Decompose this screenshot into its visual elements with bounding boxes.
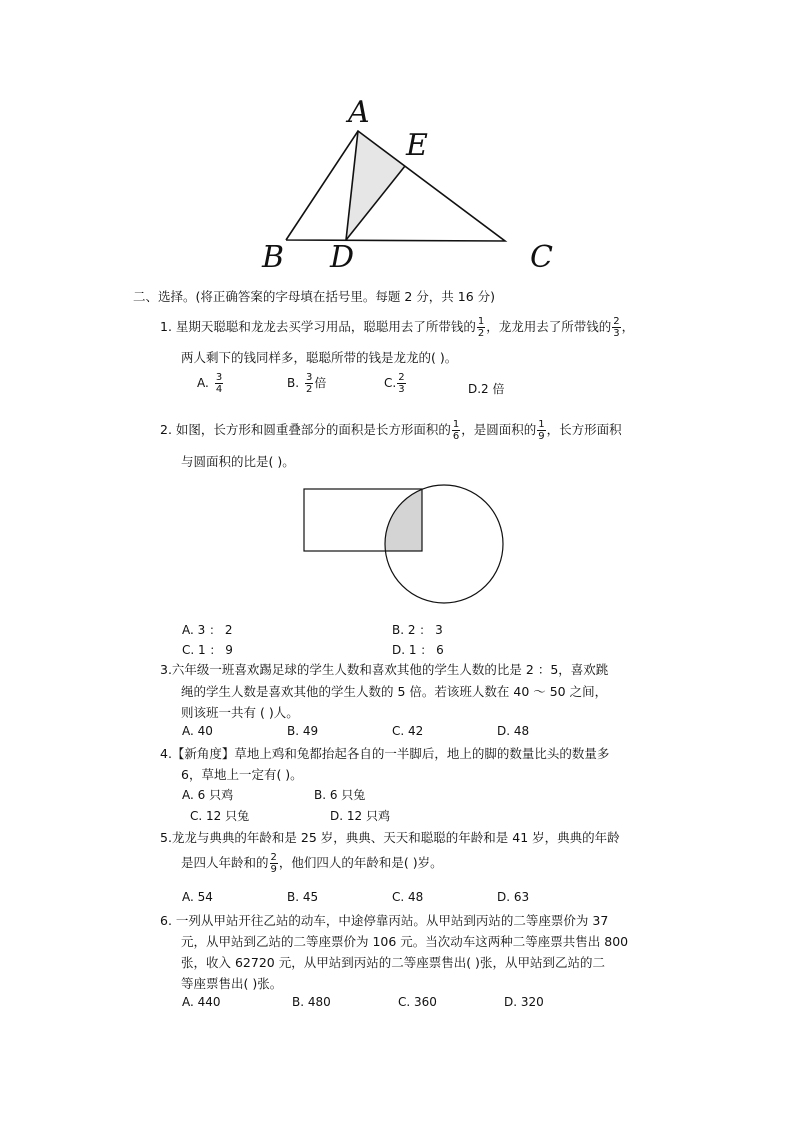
q4-option-a: A. 6 只鸡 — [182, 788, 234, 802]
label-point-d: D — [330, 240, 355, 275]
q1-line2: 两人剩下的钱同样多，聪聪所带的钱是龙龙的( )。 — [181, 350, 458, 365]
q6-line1: 6. 一列从甲站开往乙站的动车，中途停靠丙站。从甲站到丙站的二等座票价为 37 — [160, 913, 609, 928]
q2-option-c: C. 1 ： 9 — [182, 643, 233, 657]
label-vertex-a: A — [348, 95, 370, 130]
q1-text-b: ，龙龙用去了所带钱的 — [486, 319, 612, 334]
q1-option-a: A. $\frac{3}{4}$ — [197, 372, 223, 395]
q5-option-a: A. 54 — [182, 890, 213, 904]
rectangle-circle-figure — [0, 470, 794, 610]
q4-line1: 4.【新角度】草地上鸡和兔都抬起各自的一半脚后，地上的脚的数量比头的数量多 — [160, 746, 610, 761]
shaded-triangle-ade — [346, 131, 405, 240]
q6-option-c: C. 360 — [398, 995, 437, 1009]
q3-option-d: D. 48 — [497, 724, 530, 738]
q5-option-b: B. 45 — [287, 890, 319, 904]
q2-option-b: B. 2 ： 3 — [392, 623, 443, 637]
q2-line1 — [160, 416, 622, 444]
q2-text-a: 2. 如图，长方形和圆重叠部分的面积是长方形面积的 — [160, 422, 451, 437]
q2-text-c: ，长方形面积 — [546, 422, 622, 437]
q2-fraction-2: $\frac{1}{9}$ — [538, 419, 545, 442]
q1-fraction-1: $\frac{1}{2}$ — [477, 316, 485, 339]
q3-line3: 则该班一共有 ( )人。 — [181, 705, 299, 720]
q1-option-c: C. $\frac{2}{3}$ — [384, 372, 405, 395]
q4-option-b: B. 6 只兔 — [314, 788, 366, 802]
q5-line1: 5.龙龙与典典的年龄和是 25 岁，典典、天天和聪聪的年龄和是 41 岁，典典的年龄 — [160, 830, 620, 845]
q5-line2 — [181, 846, 443, 880]
q5-option-c: C. 48 — [392, 890, 424, 904]
q5-option-d: D. 63 — [497, 890, 530, 904]
q3-line1: 3.六年级一班喜欢踢足球的学生人数和喜欢其他的学生人数的比是 2 ：5，喜欢跳 — [160, 662, 609, 677]
q5-fraction: $\frac{2}{9}$ — [270, 852, 277, 875]
q1-text-c: ， — [621, 319, 635, 334]
q6-line2: 元，从甲站到乙站的二等座票价为 106 元。当次动车这两种二等座票共售出 800 — [181, 934, 629, 949]
q4-line2: 6，草地上一定有( )。 — [181, 767, 303, 782]
q1-line1 — [160, 313, 634, 341]
q2-line2: 与圆面积的比是( )。 — [181, 454, 295, 469]
q1-option-b: B. $\frac{3}{2}$ 倍 — [287, 372, 327, 395]
q1-option-d: D.2 倍 — [468, 382, 505, 396]
triangle-figure — [0, 0, 794, 280]
q6-option-b: B. 480 — [292, 995, 331, 1009]
q3-option-b: B. 49 — [287, 724, 319, 738]
label-point-e: E — [406, 128, 428, 163]
q4-option-d: D. 12 只鸡 — [330, 809, 390, 823]
q3-option-c: C. 42 — [392, 724, 424, 738]
q1-fraction-2: $\frac{2}{3}$ — [613, 316, 620, 339]
q2-fraction-1: $\frac{1}{6}$ — [452, 419, 460, 442]
q2-text-b: ，是圆面积的 — [461, 422, 537, 437]
q3-line2: 绳的学生人数是喜欢其他的学生人数的 5 倍。若该班人数在 40 ～ 50 之间， — [181, 684, 608, 699]
triangle-abc-outline — [286, 131, 505, 241]
q1-text-a: 1. 星期天聪聪和龙龙去买学习用品，聪聪用去了所带钱的 — [160, 319, 476, 334]
q6-line4: 等座票售出( )张。 — [181, 976, 283, 991]
q4-option-c: C. 12 只兔 — [190, 809, 250, 823]
q2-option-a: A. 3 ： 2 — [182, 623, 233, 637]
section-title: 二、选择。(将正确答案的字母填在括号里。每题 2 分，共 16 分) — [133, 289, 496, 304]
q6-option-d: D. 320 — [504, 995, 544, 1009]
q3-option-a: A. 40 — [182, 724, 213, 738]
q5-text-a: 是四人年龄和的 — [181, 855, 269, 870]
q2-option-d: D. 1 ： 6 — [392, 643, 444, 657]
q6-option-a: A. 440 — [182, 995, 221, 1009]
q5-text-b: ，他们四人的年龄和是( )岁。 — [278, 855, 443, 870]
label-vertex-b: B — [262, 240, 285, 275]
label-vertex-c: C — [530, 240, 553, 275]
q6-line3: 张，收入 62720 元，从甲站到丙站的二等座票售出( )张，从甲站到乙站的二 — [181, 955, 605, 970]
